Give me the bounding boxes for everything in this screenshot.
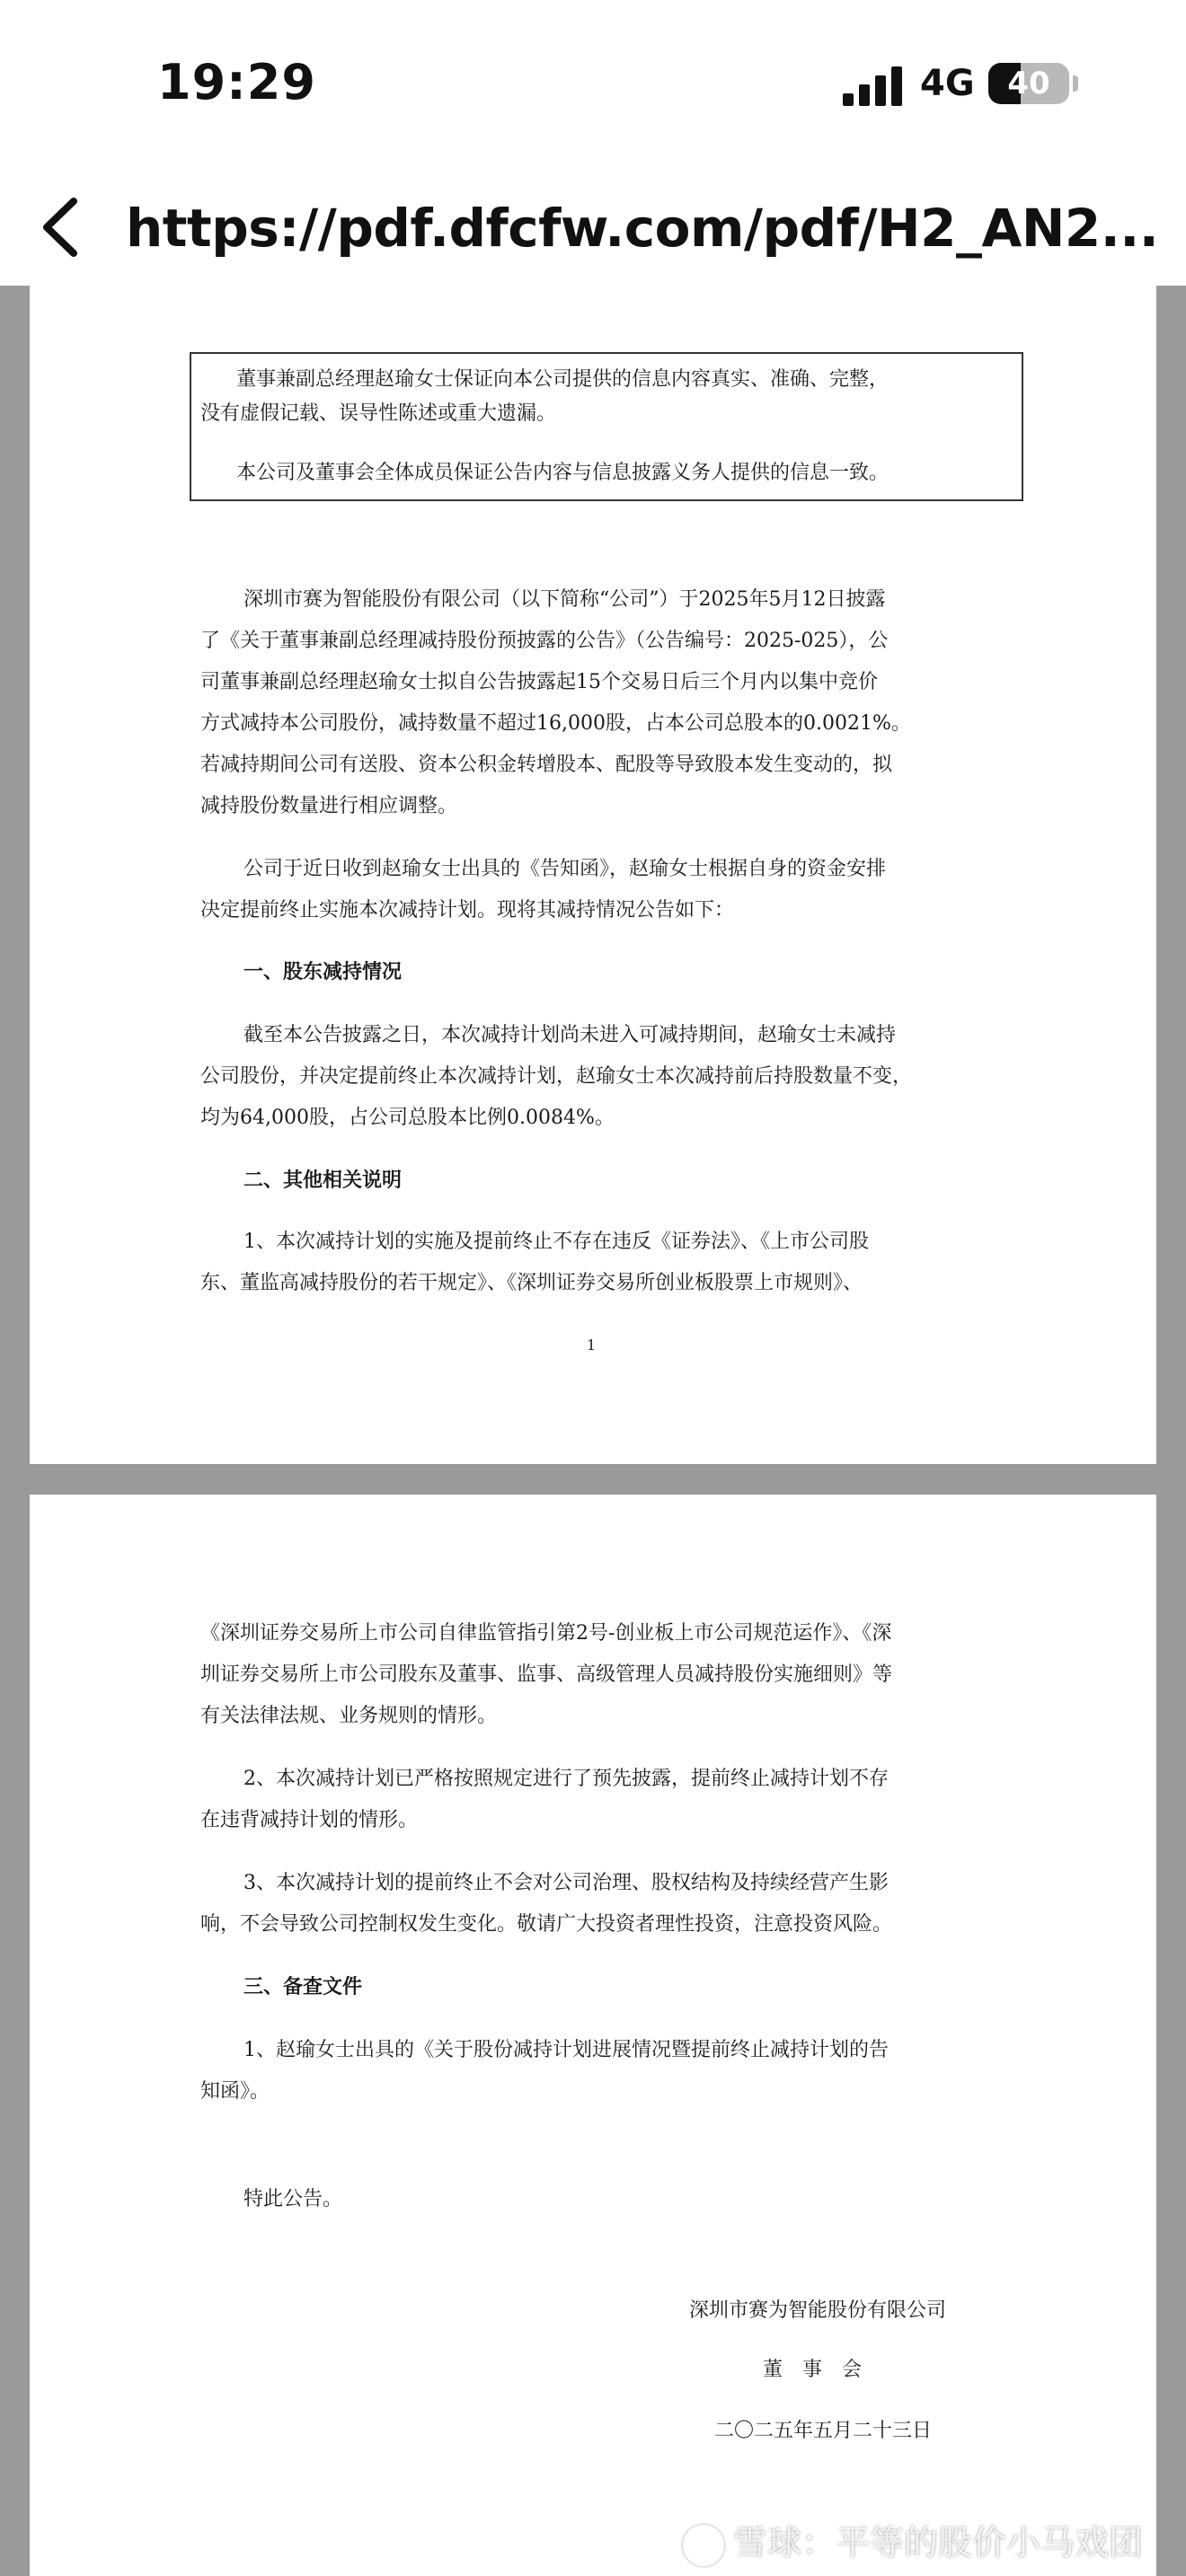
paragraph-line: 司董事兼副总经理赵瑜女士拟自公告披露起15个交易日后三个月内以集中竞价 — [200, 671, 878, 693]
paragraph-line: 1、赵瑜女士出具的《关于股份减持计划进展情况暨提前终止减持计划的告 — [243, 2039, 889, 2061]
paragraph-line: 了《关于董事兼副总经理减持股份预披露的公告》（公告编号：2025-025），公 — [200, 630, 889, 652]
board-signature: 董 事 会 — [763, 2359, 863, 2381]
status-time: 19:29 — [157, 54, 316, 110]
network-type: 4G — [920, 63, 975, 104]
paragraph-line: 3、本次减持计划的提前终止不会对公司治理、股权结构及持续经营产生影 — [243, 1872, 889, 1894]
pdf-viewer[interactable] — [0, 286, 1186, 2576]
paragraph-line: 公司于近日收到赵瑜女士出具的《告知函》，赵瑜女士根据自身的资金安排 — [243, 858, 887, 880]
announcement-date: 二〇二五年五月二十三日 — [714, 2420, 933, 2442]
section-heading: 三、备查文件 — [243, 1976, 363, 1998]
signal-icon — [843, 65, 906, 106]
paragraph-line: 知函》。 — [200, 2080, 270, 2103]
paragraph-line: 若减持期间公司有送股、资本公积金转增股本、配股等导致股本发生变动的，拟 — [200, 754, 893, 776]
paragraph-line: 有关法律法规、业务规则的情形。 — [200, 1705, 498, 1727]
watermark — [683, 2515, 1143, 2566]
paragraph-line: 深圳市赛为智能股份有限公司（以下简称“公司”）于2025年5月12日披露 — [243, 588, 886, 611]
paragraph-line: 决定提前终止实施本次减持计划。现将其减持情况公告如下： — [200, 899, 735, 922]
paragraph-line: 《深圳证券交易所上市公司自律监管指引第2号-创业板上市公司规范运作》、《深 — [200, 1622, 892, 1645]
section-heading: 一、股东减持情况 — [243, 961, 403, 984]
closing-text: 特此公告。 — [243, 2188, 343, 2210]
paragraph-line: 响，不会导致公司控制权发生变化。敬请广大投资者理性投资，注意投资风险。 — [200, 1913, 893, 1936]
notice-line: 董事兼副总经理赵瑜女士保证向本公司提供的信息内容真实、准确、完整， — [236, 368, 890, 391]
paragraph-line: 公司股份，并决定提前终止本次减持计划，赵瑜女士本次减持前后持股数量不变， — [200, 1065, 913, 1088]
url-text[interactable]: https://pdf.dfcfw.com/pdf/H2_AN2... — [126, 198, 1159, 259]
paragraph-line: 东、董监高减持股份的若干规定》、《深圳证券交易所创业板股票上市规则》、 — [200, 1272, 863, 1294]
battery-cap — [1073, 75, 1078, 92]
paragraph-line: 1、本次减持计划的实施及提前终止不存在违反《证券法》、《上市公司股 — [243, 1231, 869, 1253]
battery-level: 40 — [1007, 66, 1050, 101]
back-arrow-icon[interactable] — [36, 196, 90, 259]
paragraph-line: 2、本次减持计划已严格按照规定进行了预先披露，提前终止减持计划不存 — [243, 1768, 889, 1790]
pdf-page-1 — [30, 286, 1156, 1464]
notice-line: 本公司及董事会全体成员保证公告内容与信息披露义务人提供的信息一致。 — [236, 462, 890, 484]
notice-line: 没有虚假记载、误导性陈述或重大遗漏。 — [200, 402, 557, 425]
battery-icon — [988, 63, 1069, 104]
company-signature: 深圳市赛为智能股份有限公司 — [689, 2299, 947, 2322]
paragraph-line: 截至本公告披露之日，本次减持计划尚未进入可减持期间，赵瑜女士未减持 — [243, 1024, 897, 1046]
paragraph-line: 方式减持本公司股份，减持数量不超过16,000股，占本公司总股本的0.0021%。 — [200, 712, 911, 735]
status-bar — [0, 0, 1186, 171]
paragraph-line: 均为64,000股，占公司总股本比例0.0084%。 — [200, 1107, 615, 1129]
snowball-logo-icon — [683, 2525, 724, 2566]
watermark-text: 雪球：平等的股价小马戏团 — [733, 2523, 1144, 2563]
paragraph-line: 圳证券交易所上市公司股东及董事、监事、高级管理人员减持股份实施细则》等 — [200, 1663, 893, 1686]
page-number: 1 — [587, 1337, 597, 1354]
paragraph-line: 在违背减持计划的情形。 — [200, 1809, 419, 1831]
section-heading: 二、其他相关说明 — [243, 1169, 403, 1192]
pdf-page-2 — [30, 1495, 1156, 2576]
browser-url-bar — [0, 171, 1186, 286]
paragraph-line: 减持股份数量进行相应调整。 — [200, 795, 458, 817]
